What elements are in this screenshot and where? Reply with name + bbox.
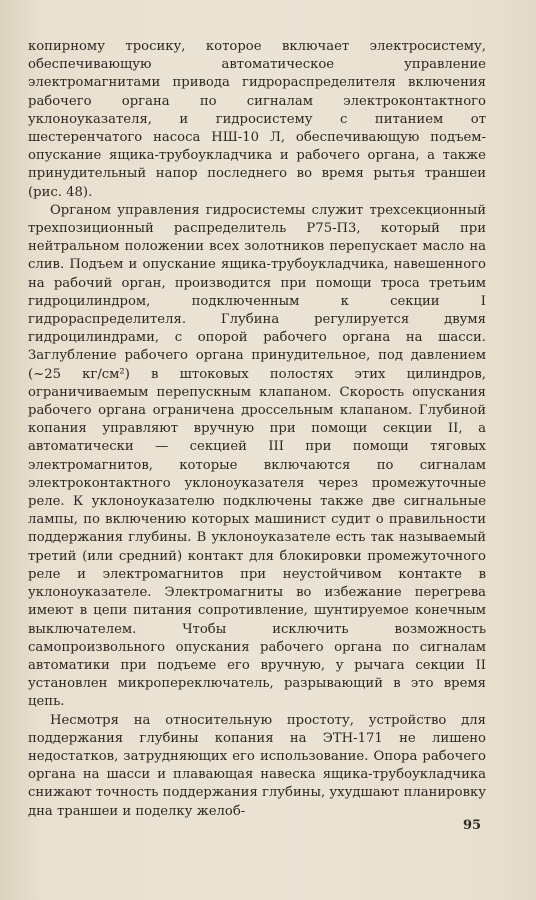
paragraph-2: Органом управления гидросистемы служит трехсекционный трехпозиционный распределитель Р75-П3, который при нейтральном положении всех золотников перепускает масло на слив. Подъем и опускание ящика-трубоукладчика, навешенного на рабочий орган, производится при помощи троса третьим гидроцилиндром, подключенным к секции I гидрораспределителя. Глубина регулируется двумя гидроцилиндрами, с опорой рабочего органа на шасси. Заглубление рабочего органа принудительное, под давлением (~25 кг/см²) в штоковых полостях этих цилиндров, ограничиваемым перепускным клапаном. Скорость опускания рабочего органа ограничена дроссельным клапаном. Глубиной копания управляют вручную при помощи секции II, а автоматически — секцией III при помощи тяговых электромагнитов, которые включаются по сигналам электроконтактного уклоноуказателя через промежуточные реле. К уклоноуказателю подключены также две сигнальные лампы, по включению которых машинист судит о правильности поддержания глубины. В уклоноуказателе есть так называемый третий (или средний) контакт для блокировки промежуточного реле и электромагнитов при неустойчивом контакте в уклоноуказателе. Электромагниты во избежание перегрева имеют в цепи питания сопротивление, шунтируемое конечным выключателем. Чтобы исключить возможность самопроизвольного опускания рабочего органа по сигналам автоматики при подъеме его вручную, у рычага секции II установлен микропереключатель, разрывающий в это время цепь. <box>28 202 486 710</box>
paragraph-1: копирному тросику, которое включает электросистему, обеспечивающую автоматическое управление электромагнитами привода гидрораспределителя включения рабочего органа по сигналам электроконтактного уклоноуказателя, и гидросистему с питанием от шестеренчатого насоса НШ-10 Л, обеспечивающую подъем-опускание ящика-трубоукладчика и рабочего органа, а также принудительный напор последнего во время рытья траншеи (рис. 48). <box>28 39 486 200</box>
paragraph-3: Несмотря на относительную простоту, устройство для поддержания глубины копания на ЭТН-171 не лишено недостатков, затрудняющих его использование. Опора рабочего органа на шасси и плавающая навеска ящика-трубоукладчика снижают точность поддержания глубины, ухудшают планировку дна траншеи и поделку желоб- <box>28 712 486 819</box>
page-text <box>28 38 486 821</box>
page-number: 95 <box>463 818 482 833</box>
